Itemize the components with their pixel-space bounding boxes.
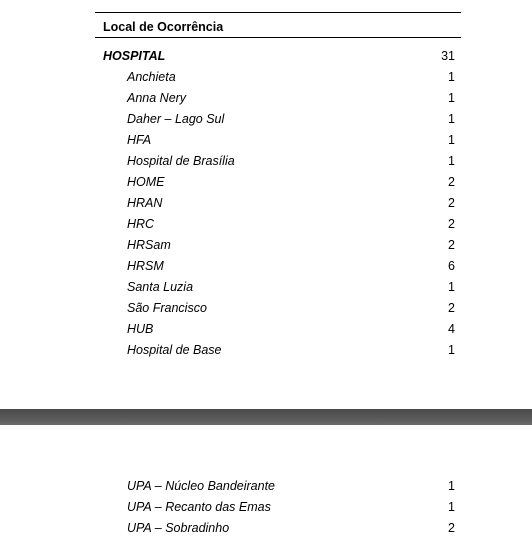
table-row xyxy=(127,132,455,148)
row-label: HRAN xyxy=(127,196,163,210)
table-row xyxy=(127,520,455,536)
row-label: Anna Nery xyxy=(127,91,187,105)
table-row xyxy=(127,111,455,127)
row-count: 2 xyxy=(448,217,455,231)
row-label: HUB xyxy=(127,322,154,336)
row-count: 1 xyxy=(448,343,455,357)
row-count: 2 xyxy=(448,238,455,252)
table-row xyxy=(127,499,455,515)
table-header-rule xyxy=(95,37,461,38)
row-count: 2 xyxy=(448,196,455,210)
row-count: 4 xyxy=(448,322,455,336)
row-count: 2 xyxy=(448,521,455,535)
row-count: 2 xyxy=(448,175,455,189)
row-label: Santa Luzia xyxy=(127,280,194,294)
group-row-hospital xyxy=(103,48,455,64)
table-row xyxy=(127,216,455,232)
row-count: 1 xyxy=(448,133,455,147)
table-row xyxy=(127,321,455,337)
table-row xyxy=(127,279,455,295)
row-label: Hospital de Brasília xyxy=(127,154,235,168)
row-label: HFA xyxy=(127,133,152,147)
table-row xyxy=(127,478,455,494)
row-label: HRC xyxy=(127,217,155,231)
row-label: UPA – Núcleo Bandeirante xyxy=(127,479,276,493)
table-row xyxy=(127,69,455,85)
row-count: 1 xyxy=(448,91,455,105)
group-total: 31 xyxy=(441,49,455,63)
row-count: 1 xyxy=(448,280,455,294)
row-label: HOME xyxy=(127,175,165,189)
row-count: 6 xyxy=(448,259,455,273)
table-row xyxy=(127,174,455,190)
row-count: 1 xyxy=(448,500,455,514)
row-label: São Francisco xyxy=(127,301,207,315)
row-count: 1 xyxy=(448,70,455,84)
row-label: Daher – Lago Sul xyxy=(127,112,225,126)
table-row xyxy=(127,258,455,274)
table-top-rule xyxy=(95,12,461,13)
row-count: 1 xyxy=(448,112,455,126)
row-count: 1 xyxy=(448,479,455,493)
table-row xyxy=(127,300,455,316)
row-count: 2 xyxy=(448,301,455,315)
table-row xyxy=(127,90,455,106)
row-label: HRSM xyxy=(127,259,164,273)
page-break-gap xyxy=(0,409,532,425)
table-row xyxy=(127,342,455,358)
row-label: Anchieta xyxy=(127,70,176,84)
row-count: 1 xyxy=(448,154,455,168)
row-label: UPA – Sobradinho xyxy=(127,521,230,535)
document-page-bottom xyxy=(0,425,532,541)
row-label: UPA – Recanto das Emas xyxy=(127,500,271,514)
row-label: Hospital de Base xyxy=(127,343,222,357)
table-row xyxy=(127,195,455,211)
table-header-title: Local de Ocorrência xyxy=(103,20,224,34)
table-row xyxy=(127,237,455,253)
row-label: HRSam xyxy=(127,238,171,252)
table-row xyxy=(127,153,455,169)
group-label: HOSPITAL xyxy=(103,49,166,63)
